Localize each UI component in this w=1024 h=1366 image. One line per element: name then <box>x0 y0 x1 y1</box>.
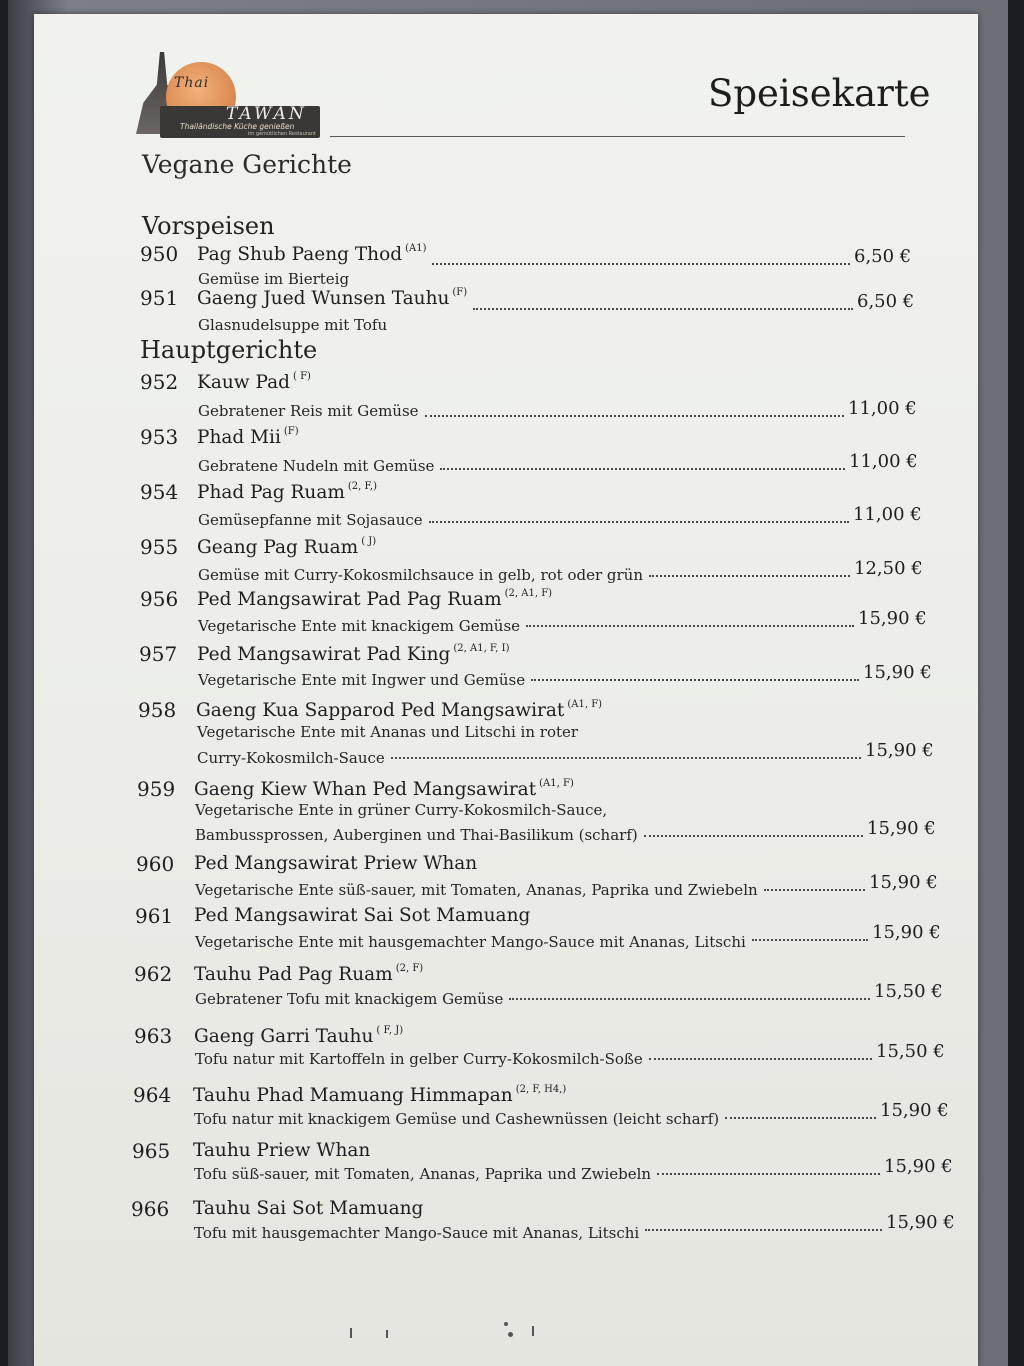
item-description: Bambussprossen, Auberginen und Thai-Basilikum (scharf) <box>195 826 638 844</box>
item-name-text: Geang Pag Ruam <box>197 537 359 558</box>
item-allergens: (2, F, H4,) <box>515 1084 567 1095</box>
item-price: 12,50 € <box>854 558 923 579</box>
item-number: 958 <box>138 698 177 722</box>
item-name <box>194 778 574 800</box>
item-number: 963 <box>134 1024 173 1048</box>
item-name-text: Ped Mangsawirat Sai Sot Mamuang <box>194 905 531 926</box>
item-description: Tofu mit hausgemachter Mango-Sauce mit Ananas, Litschi <box>194 1224 640 1242</box>
price-leader <box>432 263 850 265</box>
header-divider <box>330 136 905 137</box>
item-description: Vegetarische Ente mit hausgemachter Mango-Sauce mit Ananas, Litschi <box>195 933 746 951</box>
item-allergens: (F) <box>283 426 299 437</box>
item-name <box>197 287 467 309</box>
item-allergens: ( F) <box>292 371 311 382</box>
item-number: 964 <box>133 1083 172 1107</box>
price-leader <box>526 625 854 627</box>
item-price: 15,90 € <box>880 1100 949 1121</box>
item-description: Glasnudelsuppe mit Tofu <box>198 316 388 334</box>
item-name <box>194 905 530 926</box>
item-name-text: Gaeng Kua Sapparod Ped Mangsawirat <box>196 700 565 721</box>
item-number: 960 <box>136 852 175 876</box>
item-name <box>197 371 311 393</box>
item-name-text: Pag Shub Paeng Thod <box>197 244 403 265</box>
logo-subline: im gemütlichen Restaurant <box>248 131 317 137</box>
item-number: 955 <box>140 535 179 559</box>
restaurant-logo <box>130 48 320 140</box>
item-description: Gemüsepfanne mit Sojasauce <box>198 511 423 529</box>
item-price: 15,90 € <box>863 662 932 683</box>
item-name <box>194 853 477 874</box>
price-leader <box>425 415 844 417</box>
logo-tagline: Thailändische Küche genießen <box>180 122 295 131</box>
item-name <box>197 481 377 503</box>
item-name <box>197 536 376 558</box>
item-name-text: Gaeng Jued Wunsen Tauhu <box>197 288 450 309</box>
item-name-text: Gaeng Garri Tauhu <box>194 1026 374 1047</box>
item-name-text: Kauw Pad <box>197 372 290 393</box>
item-name-text: Phad Mii <box>197 427 281 448</box>
price-leader <box>649 575 850 577</box>
item-name <box>193 1084 566 1106</box>
price-leader <box>531 679 859 681</box>
price-leader <box>725 1117 876 1119</box>
item-price: 11,00 € <box>848 398 917 419</box>
item-price: 6,50 € <box>854 246 912 267</box>
item-name-text: Tauhu Sai Sot Mamuang <box>193 1198 424 1219</box>
item-name <box>194 1025 403 1047</box>
item-description: Vegetarische Ente in grüner Curry-Kokosmilch-Sauce, <box>195 801 608 819</box>
item-price: 11,00 € <box>849 451 918 472</box>
item-price: 6,50 € <box>857 291 915 312</box>
section-heading-hauptgerichte: Hauptgerichte <box>140 336 318 364</box>
item-name-text: Ped Mangsawirat Priew Whan <box>194 853 478 874</box>
item-name <box>197 243 426 265</box>
item-allergens: (2, F,) <box>347 481 377 492</box>
item-name-text: Tauhu Pad Pag Ruam <box>194 964 393 985</box>
item-number: 965 <box>132 1139 171 1163</box>
item-name-text: Tauhu Priew Whan <box>193 1140 371 1161</box>
item-name <box>194 963 423 985</box>
item-price: 15,90 € <box>869 872 938 893</box>
price-leader <box>473 308 853 310</box>
item-allergens: (A1, F) <box>567 699 603 710</box>
item-number: 962 <box>134 962 173 986</box>
item-allergens: (F) <box>452 287 468 298</box>
price-leader <box>752 939 868 941</box>
price-leader <box>429 521 849 523</box>
price-leader <box>764 889 865 891</box>
item-number: 966 <box>131 1197 170 1221</box>
item-price: 15,90 € <box>867 818 936 839</box>
item-description: Vegetarische Ente mit Ingwer und Gemüse <box>198 671 526 689</box>
item-description: Gemüse im Bierteig <box>198 270 350 288</box>
item-name <box>197 588 552 610</box>
item-description: Curry-Kokosmilch-Sauce <box>197 749 385 767</box>
item-description: Gemüse mit Curry-Kokosmilchsauce in gelb, rot oder grün <box>198 566 643 584</box>
item-number: 957 <box>139 642 178 666</box>
item-price: 15,90 € <box>872 922 941 943</box>
item-allergens: ( J) <box>361 536 377 547</box>
item-description: Vegetarische Ente süß-sauer, mit Tomaten, Ananas, Paprika und Zwiebeln <box>195 881 758 899</box>
item-allergens: ( F, J) <box>376 1025 404 1036</box>
menu-page <box>34 14 978 1366</box>
item-description: Gebratener Tofu mit knackigem Gemüse <box>195 990 504 1008</box>
price-leader <box>657 1173 880 1175</box>
item-name <box>193 1198 423 1219</box>
item-allergens: (A1, F) <box>539 778 574 789</box>
item-number: 951 <box>140 286 179 310</box>
page-title: Speisekarte <box>708 72 931 115</box>
item-name <box>193 1140 370 1161</box>
item-price: 15,50 € <box>874 981 943 1002</box>
item-name-text: Tauhu Phad Mamuang Himmapan <box>193 1085 513 1106</box>
price-leader <box>644 835 863 837</box>
item-price: 11,00 € <box>853 504 922 525</box>
item-number: 959 <box>137 777 176 801</box>
item-allergens: (2, F) <box>395 963 424 974</box>
category-heading: Vegane Gerichte <box>142 150 352 179</box>
price-leader <box>509 998 870 1000</box>
item-name-text: Gaeng Kiew Whan Ped Mangsawirat <box>194 779 537 800</box>
item-price: 15,90 € <box>858 608 927 629</box>
item-name <box>197 643 510 665</box>
item-description: Vegetarische Ente mit knackigem Gemüse <box>198 617 521 635</box>
item-description: Tofu süß-sauer, mit Tomaten, Ananas, Paprika und Zwiebeln <box>194 1165 652 1183</box>
item-name <box>197 426 299 448</box>
item-description: Tofu natur mit Kartoffeln in gelber Curry-Kokosmilch-Soße <box>195 1050 643 1068</box>
item-description: Gebratener Reis mit Gemüse <box>198 402 419 420</box>
item-number: 952 <box>140 370 179 394</box>
price-leader <box>649 1058 872 1060</box>
item-name-text: Ped Mangsawirat Pad Pag Ruam <box>197 589 502 610</box>
item-description: Tofu natur mit knackigem Gemüse und Cashewnüssen (leicht scharf) <box>194 1110 720 1128</box>
item-number: 950 <box>140 242 179 266</box>
price-leader <box>645 1229 882 1231</box>
item-price: 15,90 € <box>884 1156 953 1177</box>
item-allergens: (A1) <box>405 243 427 254</box>
section-heading-vorspeisen: Vorspeisen <box>142 212 275 240</box>
item-description: Vegetarische Ente mit Ananas und Litschi in roter <box>197 723 579 741</box>
logo-script-word: Thai <box>174 75 210 91</box>
price-leader <box>440 468 845 470</box>
logo-name: TAWAN <box>226 104 307 124</box>
price-leader <box>391 757 861 759</box>
item-number: 954 <box>140 480 179 504</box>
item-number: 953 <box>140 425 179 449</box>
item-allergens: (2, A1, F, I) <box>453 643 510 654</box>
item-number: 961 <box>135 904 174 928</box>
item-price: 15,50 € <box>876 1041 945 1062</box>
page-marks <box>338 1314 638 1344</box>
item-allergens: (2, A1, F) <box>504 588 553 599</box>
item-price: 15,90 € <box>865 740 934 761</box>
item-description: Gebratene Nudeln mit Gemüse <box>198 457 435 475</box>
item-number: 956 <box>140 587 179 611</box>
item-name-text: Ped Mangsawirat Pad King <box>197 644 451 665</box>
item-name <box>196 699 602 721</box>
item-price: 15,90 € <box>886 1212 955 1233</box>
item-name-text: Phad Pag Ruam <box>197 482 345 503</box>
